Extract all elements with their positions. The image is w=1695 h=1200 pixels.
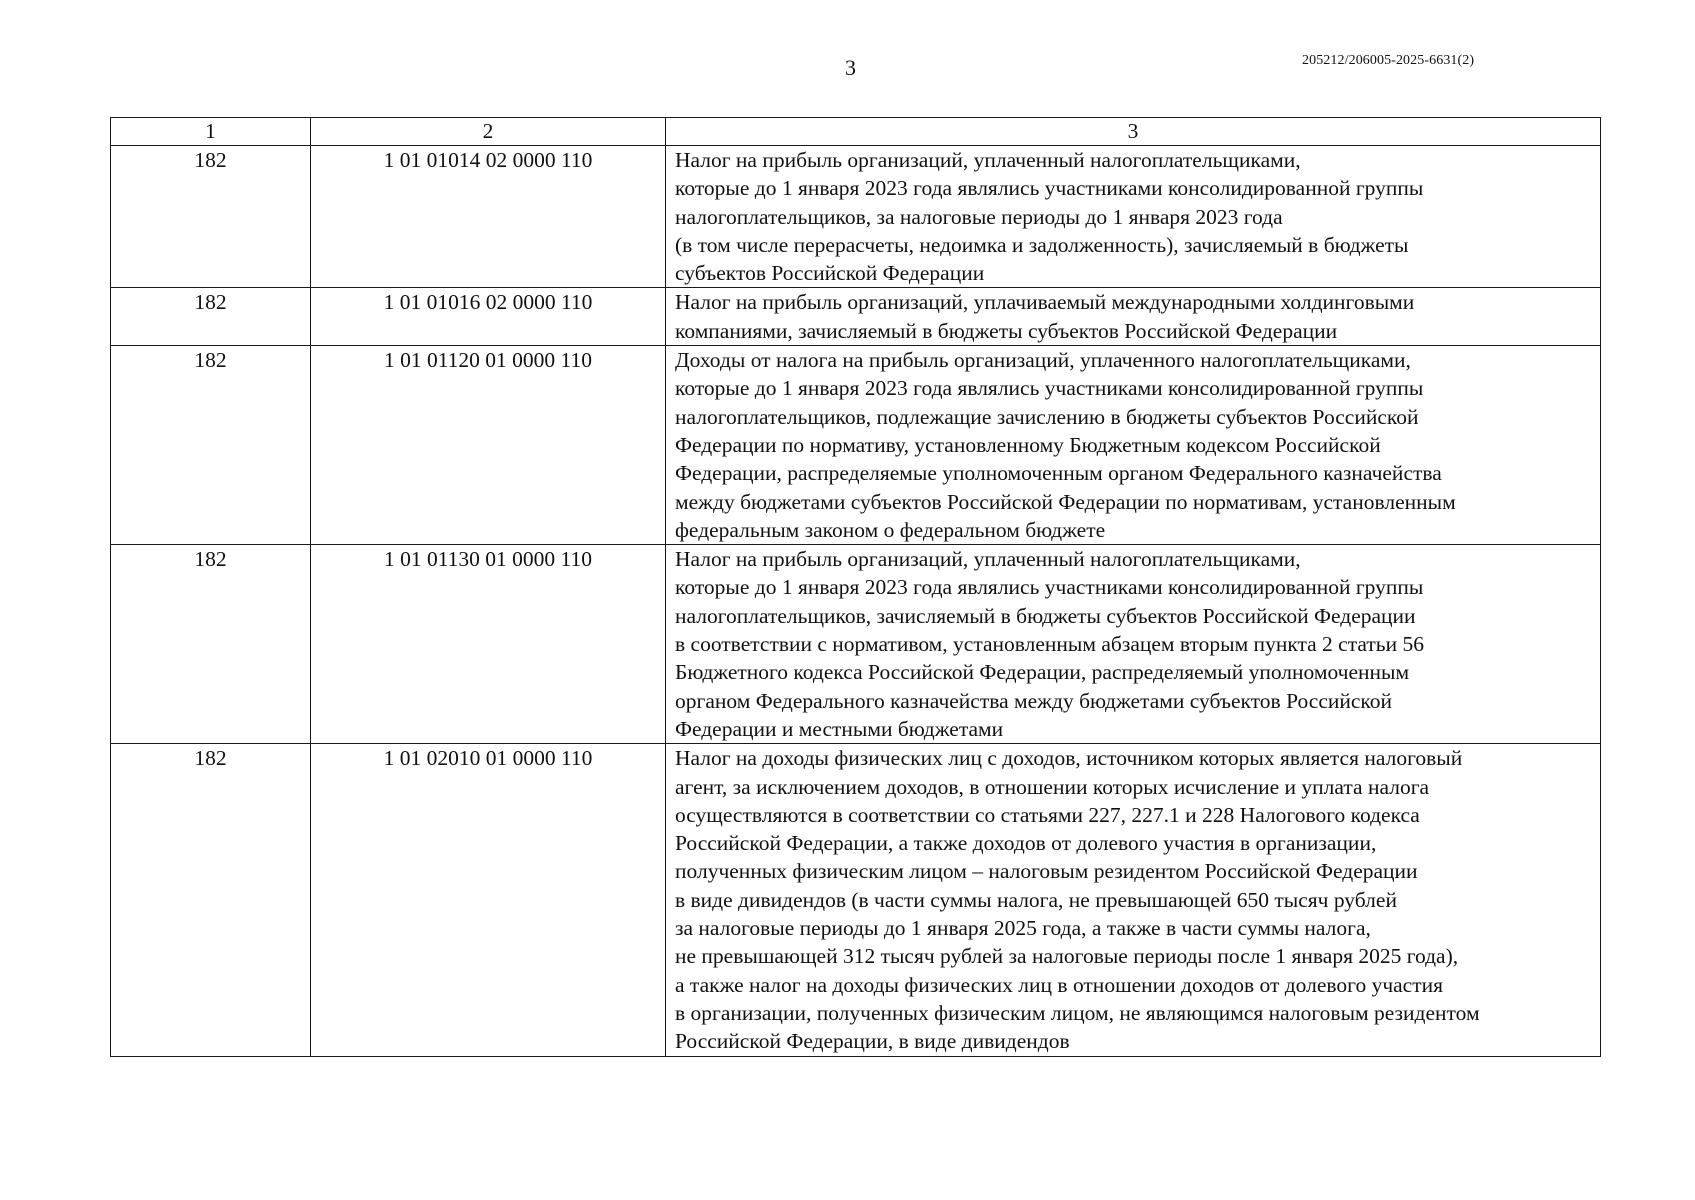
page-number: 3 <box>845 55 856 80</box>
kbk-code-cell: 1 01 01120 01 0000 110 <box>311 346 666 545</box>
table-row <box>111 744 1601 1056</box>
description-cell: Налог на прибыль организаций, уплачиваемый международными холдинговыми компаниями, зачисляемый в бюджеты субъектов Российской Федерации <box>666 288 1601 346</box>
description-cell: Налог на прибыль организаций, уплаченный налогоплательщиками, которые до 1 января 2023 года являлись участниками консолидированной группы налогоплательщиков, зачисляемый в бюджеты субъектов Российской Федерации в соответствии с нормативом, установленным абзацем вторым пункта 2 статьи 56 Бюджетного кодекса Российской Федерации, распределяемый уполномоченным органом Федерального казначейства между бюджетами субъектов Российской Федерации и местными бюджетами <box>666 545 1601 744</box>
admin-code-cell: 182 <box>111 545 311 744</box>
description-cell: Доходы от налога на прибыль организаций, уплаченного налогоплательщиками, которые до 1 января 2023 года являлись участниками консолидированной группы налогоплательщиков, подлежащие зачислению в бюджеты субъектов Российской Федерации по нормативу, установленному Бюджетным кодексом Российской Федерации, распределяемые уполномоченным органом Федерального казначейства между бюджетами субъектов Российской Федерации по нормативам, установленным федеральным законом о федеральном бюджете <box>666 346 1601 545</box>
budget-classification-table <box>110 117 1601 1057</box>
column-header-1: 1 <box>111 118 311 146</box>
admin-code-cell: 182 <box>111 346 311 545</box>
admin-code-cell: 182 <box>111 146 311 288</box>
table-row <box>111 346 1601 545</box>
admin-code-cell: 182 <box>111 288 311 346</box>
table-header-row <box>111 118 1601 146</box>
kbk-code-cell: 1 01 01130 01 0000 110 <box>311 545 666 744</box>
table-row <box>111 288 1601 346</box>
table-row <box>111 545 1601 744</box>
document-id: 205212/206005-2025-6631(2) <box>1302 53 1475 68</box>
kbk-code-cell: 1 01 01014 02 0000 110 <box>311 146 666 288</box>
description-cell: Налог на доходы физических лиц с доходов, источником которых является налоговый агент, за исключением доходов, в отношении которых исчисление и уплата налога осуществляются в соответствии со статьями 227, 227.1 и 228 Налогового кодекса Российской Федерации, а также доходов от долевого участия в организации, полученных физическим лицом – налоговым резидентом Российской Федерации в виде дивидендов (в части суммы налога, не превышающей 650 тысяч рублей за налоговые периоды до 1 января 2025 года, а также в части суммы налога, не превышающей 312 тысяч рублей за налоговые периоды после 1 января 2025 года), а также налог на доходы физических лиц в отношении доходов от долевого участия в организации, полученных физическим лицом, не являющимся налоговым резидентом Российской Федерации, в виде дивидендов <box>666 744 1601 1056</box>
kbk-code-cell: 1 01 02010 01 0000 110 <box>311 744 666 1056</box>
kbk-code-cell: 1 01 01016 02 0000 110 <box>311 288 666 346</box>
column-header-3: 3 <box>666 118 1601 146</box>
column-header-2: 2 <box>311 118 666 146</box>
admin-code-cell: 182 <box>111 744 311 1056</box>
table-row <box>111 146 1601 288</box>
description-cell: Налог на прибыль организаций, уплаченный налогоплательщиками, которые до 1 января 2023 года являлись участниками консолидированной группы налогоплательщиков, за налоговые периоды до 1 января 2023 года (в том числе перерасчеты, недоимка и задолженность), зачисляемый в бюджеты субъектов Российской Федерации <box>666 146 1601 288</box>
